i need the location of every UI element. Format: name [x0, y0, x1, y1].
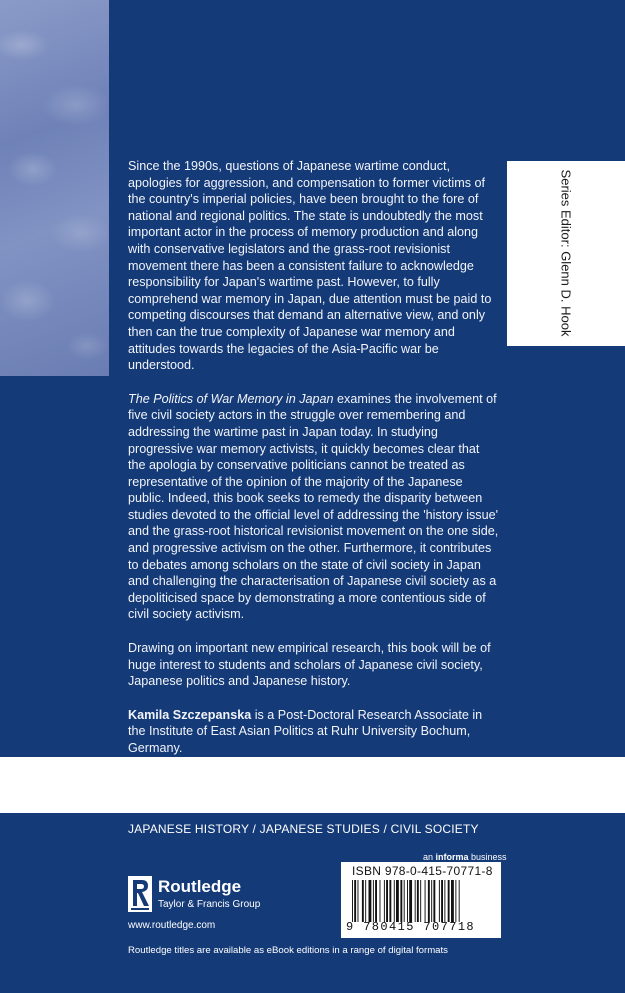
barcode-bar: [352, 880, 353, 922]
publisher-website[interactable]: www.routledge.com: [128, 920, 216, 931]
informa-suffix: business: [468, 852, 507, 862]
subject-categories: JAPANESE HISTORY / JAPANESE STUDIES / CIVIL SOCIETY: [128, 822, 479, 836]
barcode-bar: [428, 880, 430, 922]
barcode-digits: 9 780415 707718: [346, 920, 476, 934]
informa-brand: informa: [435, 852, 469, 862]
barcode-bar: [365, 880, 366, 922]
barcode-bar: [404, 880, 405, 922]
blurb-paragraph-1: Since the 1990s, questions of Japanese wartime conduct, apologies for aggression, and compensation to former victims of the country's imperial policies, have been brought to the fore of national and regional politics. The state is undoubtedly the most important actor in the process of memory production and along with conservative legislators and the grass-root revisionist movement there has been a consistent failure to acknowledge responsibility for Japan's wartime past. However, to fully comprehend war memory in Japan, due attention must be paid to competing discourses that demand an alternative view, and only then can the true complexity of Japanese war memory and attitudes towards the legacies of the Asia-Pacific war be understood.: [128, 159, 492, 373]
barcode-bar: [384, 880, 385, 922]
cover-texture-image: [0, 0, 109, 376]
barcode-bar: [394, 880, 395, 922]
barcode-bar: [354, 880, 356, 922]
blurb-paragraph-2: [128, 391, 500, 623]
barcode-bar: [369, 880, 372, 922]
barcode-bars: [352, 880, 496, 922]
barcode-bar: [448, 880, 450, 922]
ebook-note: Routledge titles are available as eBook editions in a range of digital formats: [128, 945, 448, 956]
barcode-bar: [455, 880, 456, 922]
routledge-logo-icon: [128, 876, 152, 912]
barcode-bar: [375, 880, 377, 922]
barcode-bar: [396, 880, 399, 922]
barcode-bar: [425, 880, 426, 922]
barcode-bar: [407, 880, 408, 922]
barcode-bar: [373, 880, 374, 922]
white-divider-band: [0, 757, 625, 813]
informa-prefix: an: [423, 852, 436, 862]
barcode-bar: [420, 880, 421, 922]
barcode-bar: [439, 880, 440, 922]
barcode-bar: [389, 880, 391, 922]
barcode-bar: [441, 880, 443, 922]
book-title: The Politics of War Memory in Japan: [128, 391, 334, 406]
barcode-bar: [431, 880, 432, 922]
barcode-bar: [444, 880, 445, 922]
barcode-bar: [417, 880, 419, 922]
author-bio: [128, 707, 500, 757]
publisher-group: Taylor & Francis Group: [158, 899, 261, 910]
informa-business-label: [423, 852, 507, 862]
barcode-bar: [433, 880, 435, 922]
author-name: Kamila Szczepanska: [128, 707, 252, 722]
publisher-name: Routledge: [158, 877, 242, 896]
author-bio-text: is a Post-Doctoral Research Associate in the Institute of East Asian Politics at Ruhr University Bochum, Germany.: [128, 707, 483, 755]
barcode-bar: [409, 880, 412, 922]
barcode-bar: [362, 880, 364, 922]
barcode-bar: [400, 880, 402, 922]
barcode-bar: [358, 880, 359, 922]
book-blurb: [128, 158, 500, 774]
series-editor-label: Series Editor: Glenn D. Hook: [558, 169, 574, 337]
cover-background-bottom: [0, 813, 625, 993]
barcode-bar: [380, 880, 381, 922]
barcode-bar: [459, 880, 460, 922]
blurb-paragraph-3: Drawing on important new empirical research, this book will be of huge interest to students and scholars of Japanese civil society, Japanese politics and Japanese history.: [128, 641, 491, 689]
barcode-bar: [386, 880, 388, 922]
blurb-paragraph-2-text: examines the involvement of five civil society actors in the struggle over remembering and addressing the wartime past in Japan today. In studying progressive war memory activists, it quickly becomes clear that the apologia by conservative politicians cannot be treated as representative of the opinion of the majority of the Japanese public. Indeed, this book seeks to remedy the disparity between studies devoted to the official level of addressing the 'history issue' and the grass-root historical revisionist movement on the one side, and progressive activism on the other. Furthermore, it contributes to debates among scholars on the state of civil society in Japan and challenging the characterisation of Japanese civil society as a depoliticised space by demonstrating a more contentious side of civil society activism.: [128, 391, 499, 622]
barcode-bar: [451, 880, 454, 922]
barcode-bar: [415, 880, 416, 922]
isbn-label: ISBN 978-0-415-70771-8: [352, 864, 493, 878]
